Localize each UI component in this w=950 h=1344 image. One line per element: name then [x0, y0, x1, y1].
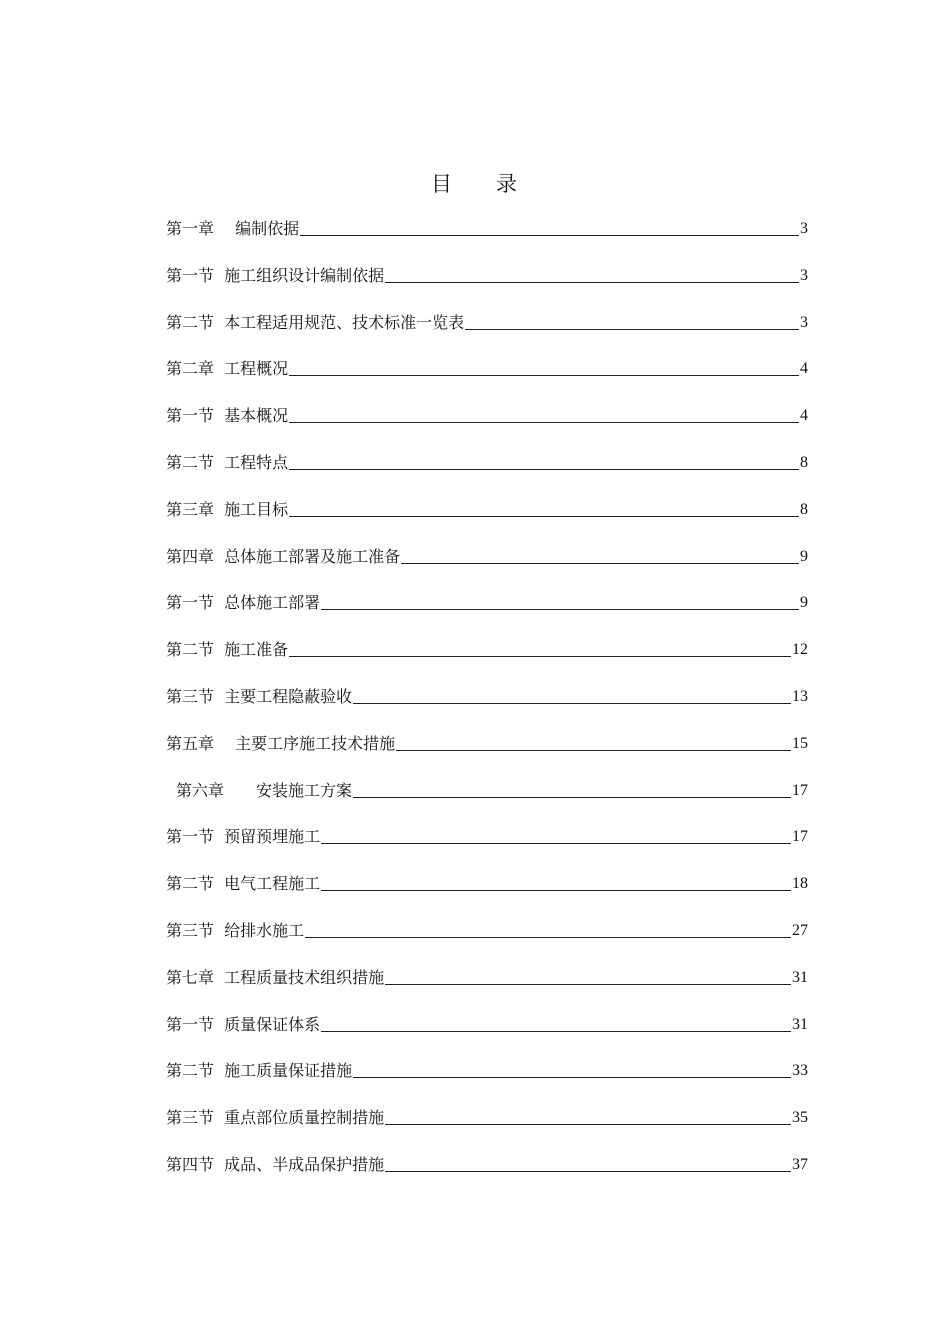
toc-entry-row [166, 1152, 808, 1176]
toc-page-number: 3 [800, 313, 808, 331]
toc-entry[interactable] [166, 871, 808, 918]
toc-leader-line [305, 936, 791, 938]
toc-page-number: 27 [792, 921, 808, 939]
toc-entry[interactable] [166, 918, 808, 965]
toc-entry[interactable] [166, 403, 808, 450]
toc-leader-line [465, 328, 799, 330]
toc-leader-line [353, 702, 791, 704]
toc-entry-row [166, 263, 808, 287]
toc-page-number: 17 [792, 781, 808, 799]
toc-entry-row [166, 1105, 808, 1129]
toc-page-number: 13 [792, 687, 808, 705]
toc-title-char-1: 目 [431, 172, 454, 196]
toc-page-number: 3 [800, 266, 808, 284]
toc-entry-label: 第二节 施工准备 [166, 640, 289, 660]
toc-entry-label: 第二节 工程特点 [166, 452, 289, 472]
toc-leader-line [289, 515, 799, 517]
toc-page-number: 3 [800, 220, 808, 237]
toc-entry-label: 第一节 基本概况 [166, 406, 289, 426]
toc-leader-line [353, 796, 791, 798]
toc-entry-row [166, 965, 808, 989]
toc-entry-row [166, 918, 808, 942]
toc-page-number: 33 [792, 1062, 808, 1080]
toc-entry[interactable] [166, 1152, 808, 1199]
toc-entry[interactable] [166, 356, 808, 403]
toc-entry-label: 第四节 成品、半成品保护措施 [166, 1154, 385, 1174]
toc-entry-row [166, 356, 808, 380]
toc-entry-row [166, 216, 808, 240]
toc-leader-line [289, 374, 799, 376]
toc-entry-label: 第二节 电气工程施工 [166, 874, 321, 894]
toc-entry[interactable] [166, 450, 808, 497]
toc-entry-label: 第二节 施工质量保证措施 [166, 1061, 353, 1081]
toc-entry-label: 第一节 施工组织设计编制依据 [166, 265, 385, 285]
toc-leader-line [300, 234, 799, 236]
toc-entry-row [166, 684, 808, 708]
toc-page-number: 4 [800, 360, 808, 378]
toc-entry-row [166, 1058, 808, 1082]
toc-entry-label: 第一节 总体施工部署 [166, 593, 321, 613]
toc-leader-line [321, 842, 791, 844]
toc-entry-label: 第一章 编制依据 [166, 219, 300, 238]
toc-entry-row [166, 450, 808, 474]
toc-entry-row [166, 637, 808, 661]
toc-entry[interactable] [166, 263, 808, 310]
toc-leader-line [401, 562, 799, 564]
toc-entry-label: 第五章 主要工序施工技术措施 [166, 733, 396, 753]
toc-leader-line [385, 1123, 791, 1125]
toc-leader-line [321, 889, 791, 891]
toc-title [0, 168, 950, 198]
toc-entry[interactable] [166, 544, 808, 591]
toc-leader-line [385, 281, 799, 283]
toc-page-number: 9 [800, 594, 808, 612]
toc-entry-label: 第七章 工程质量技术组织措施 [166, 967, 385, 987]
toc-list [166, 216, 808, 1199]
toc-entry[interactable] [166, 731, 808, 778]
toc-leader-line [321, 608, 799, 610]
toc-title-char-2: 录 [496, 172, 519, 196]
toc-leader-line [385, 983, 791, 985]
toc-entry-label: 第二节 本工程适用规范、技术标准一览表 [166, 312, 465, 332]
toc-leader-line [289, 421, 799, 423]
toc-entry[interactable] [166, 310, 808, 357]
toc-entry-label: 第三节 主要工程隐蔽验收 [166, 686, 353, 706]
toc-entry[interactable] [166, 497, 808, 544]
toc-leader-line [353, 1076, 791, 1078]
toc-page-number: 31 [792, 968, 808, 986]
toc-entry[interactable] [166, 637, 808, 684]
toc-entry-label: 第二章 工程概况 [166, 359, 289, 379]
toc-entry-row [166, 731, 808, 755]
toc-entry-label: 第三章 施工目标 [166, 499, 289, 519]
toc-entry-row [166, 590, 808, 614]
toc-page-number: 8 [800, 453, 808, 471]
toc-entry[interactable] [166, 590, 808, 637]
toc-entry-label: 第四章 总体施工部署及施工准备 [166, 546, 401, 566]
toc-page-number: 8 [800, 500, 808, 518]
toc-entry[interactable] [166, 824, 808, 871]
toc-entry[interactable] [166, 778, 808, 825]
toc-entry[interactable] [166, 1012, 808, 1059]
toc-page-number: 17 [792, 828, 808, 846]
toc-leader-line [396, 749, 791, 751]
toc-leader-line [289, 468, 799, 470]
toc-entry-row [166, 403, 808, 427]
toc-entry-label: 第一节 预留预埋施工 [166, 827, 321, 847]
toc-page-number: 9 [800, 547, 808, 565]
toc-page-number: 31 [792, 1015, 808, 1033]
toc-page-number: 35 [792, 1109, 808, 1127]
toc-entry[interactable] [166, 965, 808, 1012]
toc-entry[interactable] [166, 216, 808, 263]
toc-leader-line [385, 1170, 791, 1172]
toc-entry-row [166, 310, 808, 334]
toc-entry-label: 第三节 给排水施工 [166, 920, 305, 940]
toc-leader-line [289, 655, 791, 657]
toc-entry-label: 第六章 安装施工方案 [176, 780, 353, 800]
toc-entry-label: 第一节 质量保证体系 [166, 1014, 321, 1034]
toc-page-number: 18 [792, 875, 808, 893]
toc-entry-label: 第三节 重点部位质量控制措施 [166, 1108, 385, 1128]
toc-entry-row [166, 871, 808, 895]
toc-entry[interactable] [166, 684, 808, 731]
toc-entry[interactable] [166, 1105, 808, 1152]
toc-entry-row [166, 824, 808, 848]
toc-entry-row [166, 497, 808, 521]
toc-page-number: 37 [792, 1155, 808, 1173]
toc-leader-line [321, 1030, 791, 1032]
toc-entry-row [166, 778, 808, 802]
toc-entry[interactable] [166, 1058, 808, 1105]
toc-page-number: 12 [792, 641, 808, 659]
toc-page-number: 15 [792, 734, 808, 752]
toc-page-number: 4 [800, 407, 808, 425]
toc-entry-row [166, 544, 808, 568]
toc-entry-row [166, 1012, 808, 1036]
